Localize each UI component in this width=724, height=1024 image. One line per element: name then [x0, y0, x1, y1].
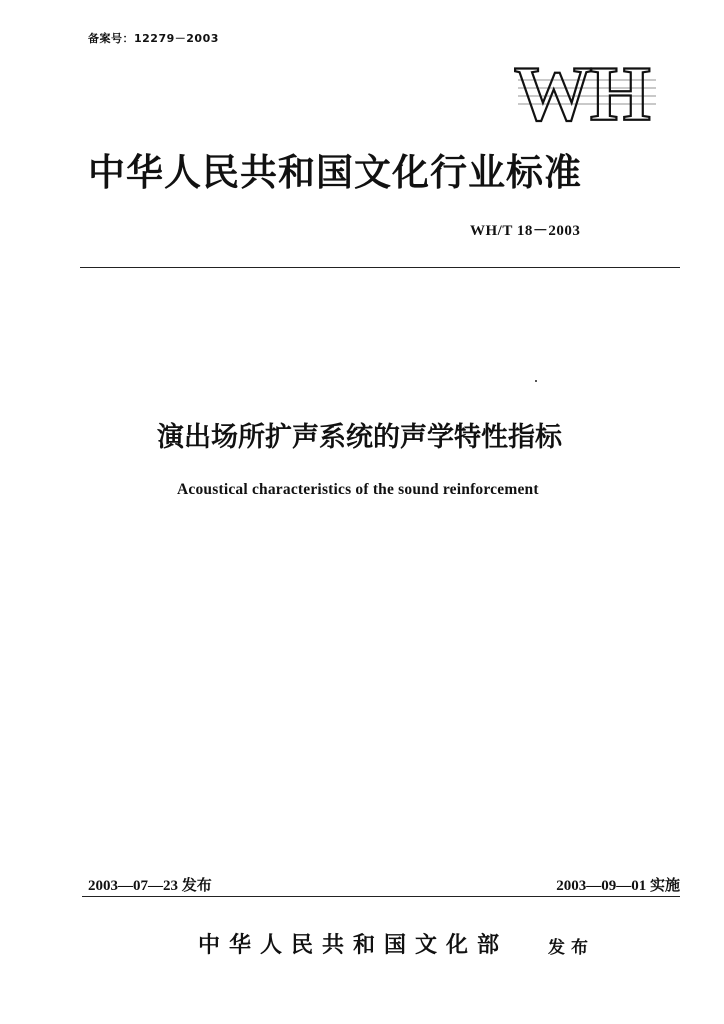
publish-label: 发布	[548, 938, 594, 958]
publisher-name: 中华人民共和国文化部	[198, 932, 509, 958]
speck	[535, 380, 537, 382]
standard-code: WH/T 18－2003	[470, 223, 581, 239]
header-divider	[80, 267, 680, 268]
issue-date: 2003—07—23 发布	[88, 878, 212, 894]
wh-logo-text: WH	[514, 58, 649, 126]
record-number: 备案号：12279－2003	[88, 32, 219, 45]
standard-title: 中华人民共和国文化行业标准	[88, 150, 582, 194]
document-title-chinese: 演出场所扩声系统的声学特性指标	[157, 422, 562, 453]
implementation-date: 2003—09—01 实施	[556, 878, 680, 894]
wh-logo	[512, 58, 662, 126]
footer-divider	[82, 896, 680, 897]
document-title-english: Acoustical characteristics of the sound reinforcement	[177, 481, 539, 498]
